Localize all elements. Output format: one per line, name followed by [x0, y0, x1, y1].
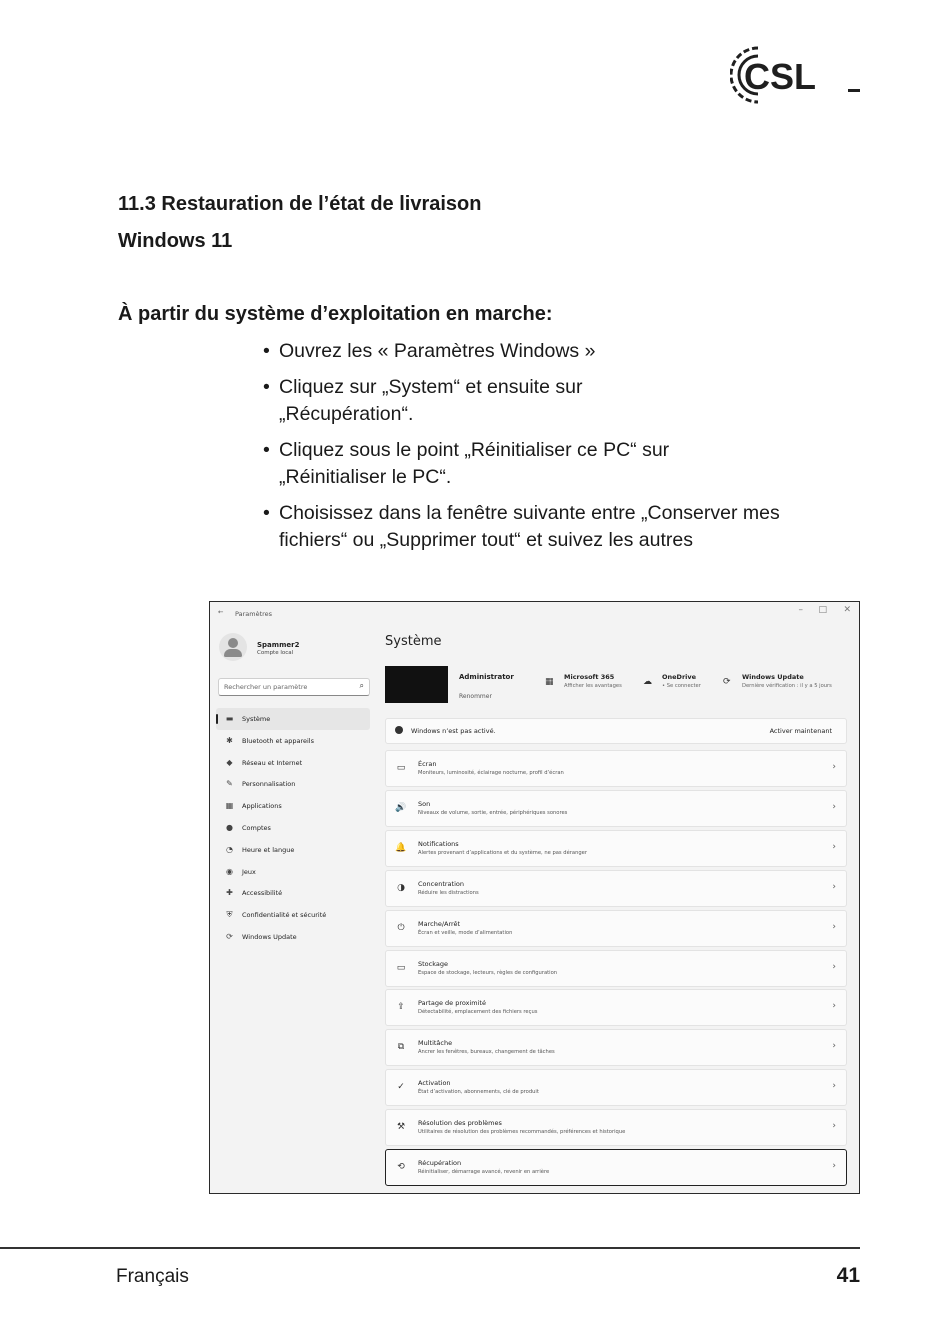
step-item — [263, 338, 823, 365]
card-subtitle: Réduire les distractions — [418, 889, 479, 896]
cloud-icon: ☁ — [643, 677, 652, 687]
card-icon: 🔔 — [395, 842, 407, 853]
step-line: Ouvrez les « Paramètres Windows » — [279, 340, 596, 362]
footer-language: Français — [116, 1266, 189, 1287]
settings-card[interactable] — [385, 830, 847, 867]
step-item — [263, 437, 823, 491]
card-icon: ✓ — [397, 1082, 405, 1093]
card-subtitle: Espace de stockage, lecteurs, règles de configuration — [418, 969, 558, 976]
card-title: Écran — [418, 760, 437, 768]
chevron-right-icon: › — [832, 841, 836, 852]
activate-now-button[interactable]: Activer maintenant — [769, 727, 832, 735]
bullet-icon: • — [263, 340, 270, 362]
csl-logo — [730, 42, 862, 108]
card-subtitle: Moniteurs, luminosité, éclairage nocturne, profil d’écran — [418, 770, 564, 776]
sidebar-item[interactable] — [216, 882, 370, 904]
step-item — [263, 374, 823, 428]
sidebar-nav — [216, 708, 370, 948]
nav-icon: ◔ — [226, 844, 233, 854]
card-title: Résolution des problèmes — [418, 1119, 502, 1128]
tile-title: Windows Update — [742, 673, 804, 681]
nav-icon: ▦ — [225, 801, 234, 811]
card-title: Multitâche — [418, 1039, 453, 1048]
user-name: Spammer2 — [257, 641, 300, 649]
bullet-icon: • — [263, 502, 270, 524]
sidebar-item[interactable] — [216, 817, 370, 839]
update-icon: ⟳ — [723, 677, 731, 687]
chevron-right-icon: › — [832, 801, 836, 812]
card-title: Son — [418, 799, 431, 808]
chevron-right-icon: › — [832, 1161, 836, 1171]
step-line: Cliquez sous le point „Réinitialiser ce PC“ sur — [279, 439, 670, 461]
step-line: Choisissez dans la fenêtre suivante entre „Conserver mes — [279, 502, 780, 524]
activation-message: Windows n’est pas activé. — [411, 727, 496, 735]
step-text — [279, 500, 780, 554]
chevron-right-icon: › — [832, 921, 836, 932]
avatar[interactable] — [219, 633, 247, 661]
os-label: Windows 11 — [118, 230, 233, 252]
window-title: Paramètres — [235, 610, 273, 618]
settings-screenshot — [209, 601, 860, 1194]
nav-icon: ◉ — [226, 866, 233, 876]
card-title: Partage de proximité — [418, 999, 486, 1008]
card-icon: ◑ — [397, 882, 405, 893]
sidebar-item[interactable] — [216, 861, 370, 883]
settings-search-input[interactable] — [218, 678, 370, 696]
sidebar-item-label: Windows Update — [242, 932, 297, 941]
minimize-button[interactable]: – — [798, 605, 803, 615]
page-number: 41 — [836, 1264, 860, 1287]
sidebar-item-label: Comptes — [242, 823, 271, 832]
search-placeholder: Rechercher un paramètre — [224, 683, 308, 691]
sidebar-item-label: Confidentialité et sécurité — [242, 911, 327, 920]
step-text — [279, 374, 582, 428]
card-subtitle: Détectabilité, emplacement des fichiers reçus — [418, 1009, 538, 1016]
step-item — [263, 500, 823, 554]
sidebar-item-label: Heure et langue — [242, 845, 295, 854]
chevron-right-icon: › — [832, 762, 836, 772]
card-title: Concentration — [418, 879, 464, 888]
rename-link[interactable]: Renommer — [459, 693, 492, 700]
nav-icon: ⛨ — [226, 910, 233, 920]
card-subtitle: Réinitialiser, démarrage avancé, revenir en arrière — [418, 1169, 550, 1175]
settings-card[interactable] — [385, 1069, 847, 1106]
card-icon: ⟲ — [397, 1162, 405, 1172]
step-text — [279, 437, 669, 491]
sidebar-item[interactable] — [216, 795, 370, 817]
chevron-right-icon: › — [832, 881, 836, 892]
selection-indicator — [216, 714, 218, 724]
microsoft365-icon: ▦ — [545, 677, 554, 687]
card-subtitle: Niveaux de volume, sortie, entrée, périphériques sonores — [418, 809, 568, 816]
bullet-icon: • — [263, 439, 270, 461]
card-icon: ⧉ — [397, 1042, 405, 1053]
step-line: „Réinitialiser le PC“. — [279, 466, 452, 488]
settings-card[interactable] — [385, 790, 847, 827]
sidebar-item[interactable] — [216, 773, 370, 795]
nav-icon: ✚ — [226, 888, 233, 898]
settings-card[interactable] — [385, 1149, 847, 1186]
sidebar-item-label: Accessibilité — [242, 889, 283, 898]
sidebar-item[interactable] — [216, 730, 370, 752]
card-title: Récupération — [418, 1159, 462, 1167]
sidebar-item-label: Applications — [242, 802, 282, 811]
chevron-right-icon: › — [832, 961, 836, 972]
info-icon — [395, 726, 403, 734]
section-heading: 11.3 Restauration de l’état de livraison — [118, 193, 482, 215]
activation-banner — [385, 718, 847, 744]
desktop-preview-image — [385, 666, 448, 703]
card-title: Marche/Arrêt — [418, 919, 461, 928]
step-line: Cliquez sur „System“ et ensuite sur — [279, 376, 583, 398]
card-icon: ⚒ — [396, 1122, 406, 1133]
tile-subtitle: Dernière vérification : il y a 5 jours — [742, 683, 832, 689]
chevron-right-icon: › — [832, 1001, 836, 1012]
account-type: Compte local — [257, 650, 294, 656]
svg-text:CSL: CSL — [744, 56, 816, 97]
card-icon: ⏻ — [397, 922, 405, 933]
card-title: Stockage — [418, 959, 448, 968]
bullet-icon: • — [263, 376, 270, 398]
chevron-right-icon: › — [832, 1081, 836, 1092]
back-arrow-icon[interactable]: ← — [218, 608, 224, 616]
sidebar-item[interactable] — [216, 752, 370, 774]
sidebar-item[interactable] — [216, 708, 370, 730]
step-text — [279, 338, 595, 365]
account-name: Administrator — [459, 673, 514, 681]
card-title: Notifications — [418, 839, 459, 848]
settings-card[interactable] — [385, 750, 847, 787]
tile-subtitle: Afficher les avantages — [564, 683, 622, 689]
nav-icon: ▬ — [225, 714, 234, 723]
settings-card[interactable] — [385, 1109, 847, 1146]
step-line: fichiers“ ou „Supprimer tout“ et suivez les autres — [279, 529, 693, 551]
card-title: Activation — [418, 1079, 451, 1088]
subsection-title: À partir du système d’exploitation en marche: — [118, 303, 553, 325]
settings-card[interactable] — [385, 870, 847, 907]
sidebar-item-label: Bluetooth et appareils — [242, 736, 314, 745]
nav-icon: ✱ — [226, 735, 233, 745]
nav-icon: ● — [226, 822, 233, 832]
title-bar — [210, 602, 859, 624]
settings-card[interactable] — [385, 989, 847, 1026]
settings-card[interactable] — [385, 1029, 847, 1066]
nav-icon: ◆ — [226, 757, 233, 767]
sidebar-item-label: Réseau et Internet — [242, 758, 303, 767]
card-subtitle: Ancrer les fenêtres, bureaux, changement de tâches — [418, 1049, 555, 1056]
tile-title: Microsoft 365 — [564, 673, 615, 681]
system-hero — [385, 666, 847, 706]
step-line: „Récupération“. — [279, 403, 414, 425]
search-icon: ⌕ — [359, 681, 364, 690]
card-icon: 🔊 — [395, 802, 407, 813]
page-title: Système — [385, 634, 442, 649]
footer-rule — [0, 1247, 860, 1249]
tile-title: OneDrive — [662, 673, 697, 681]
sidebar-item-label: Jeux — [242, 867, 256, 876]
settings-card[interactable] — [385, 950, 847, 987]
nav-icon: ⟳ — [226, 931, 233, 941]
card-icon: ▭ — [396, 962, 406, 973]
chevron-right-icon: › — [832, 1041, 836, 1052]
sidebar-item[interactable] — [216, 839, 370, 861]
chevron-right-icon: › — [832, 1121, 836, 1132]
sidebar-item[interactable] — [216, 926, 370, 948]
maximize-button[interactable]: □ — [818, 605, 827, 615]
sidebar-item-label: Système — [242, 715, 271, 723]
settings-card[interactable] — [385, 910, 847, 947]
tile-subtitle: • Se connecter — [662, 683, 701, 689]
steps-list — [263, 338, 823, 563]
card-subtitle: Alertes provenant d’applications et du système, ne pas déranger — [418, 849, 587, 856]
card-subtitle: Utilitaires de résolution des problèmes recommandés, préférences et historique — [418, 1129, 626, 1136]
card-subtitle: Écran et veille, mode d’alimentation — [418, 929, 513, 936]
card-icon: ▭ — [396, 763, 406, 773]
card-subtitle: État d’activation, abonnements, clé de produit — [418, 1089, 539, 1096]
nav-icon: ✎ — [226, 779, 233, 789]
close-button[interactable]: ✕ — [843, 605, 851, 615]
sidebar-item-label: Personnalisation — [242, 780, 296, 789]
card-icon: ⇪ — [397, 1002, 405, 1013]
sidebar-item[interactable] — [216, 904, 370, 926]
